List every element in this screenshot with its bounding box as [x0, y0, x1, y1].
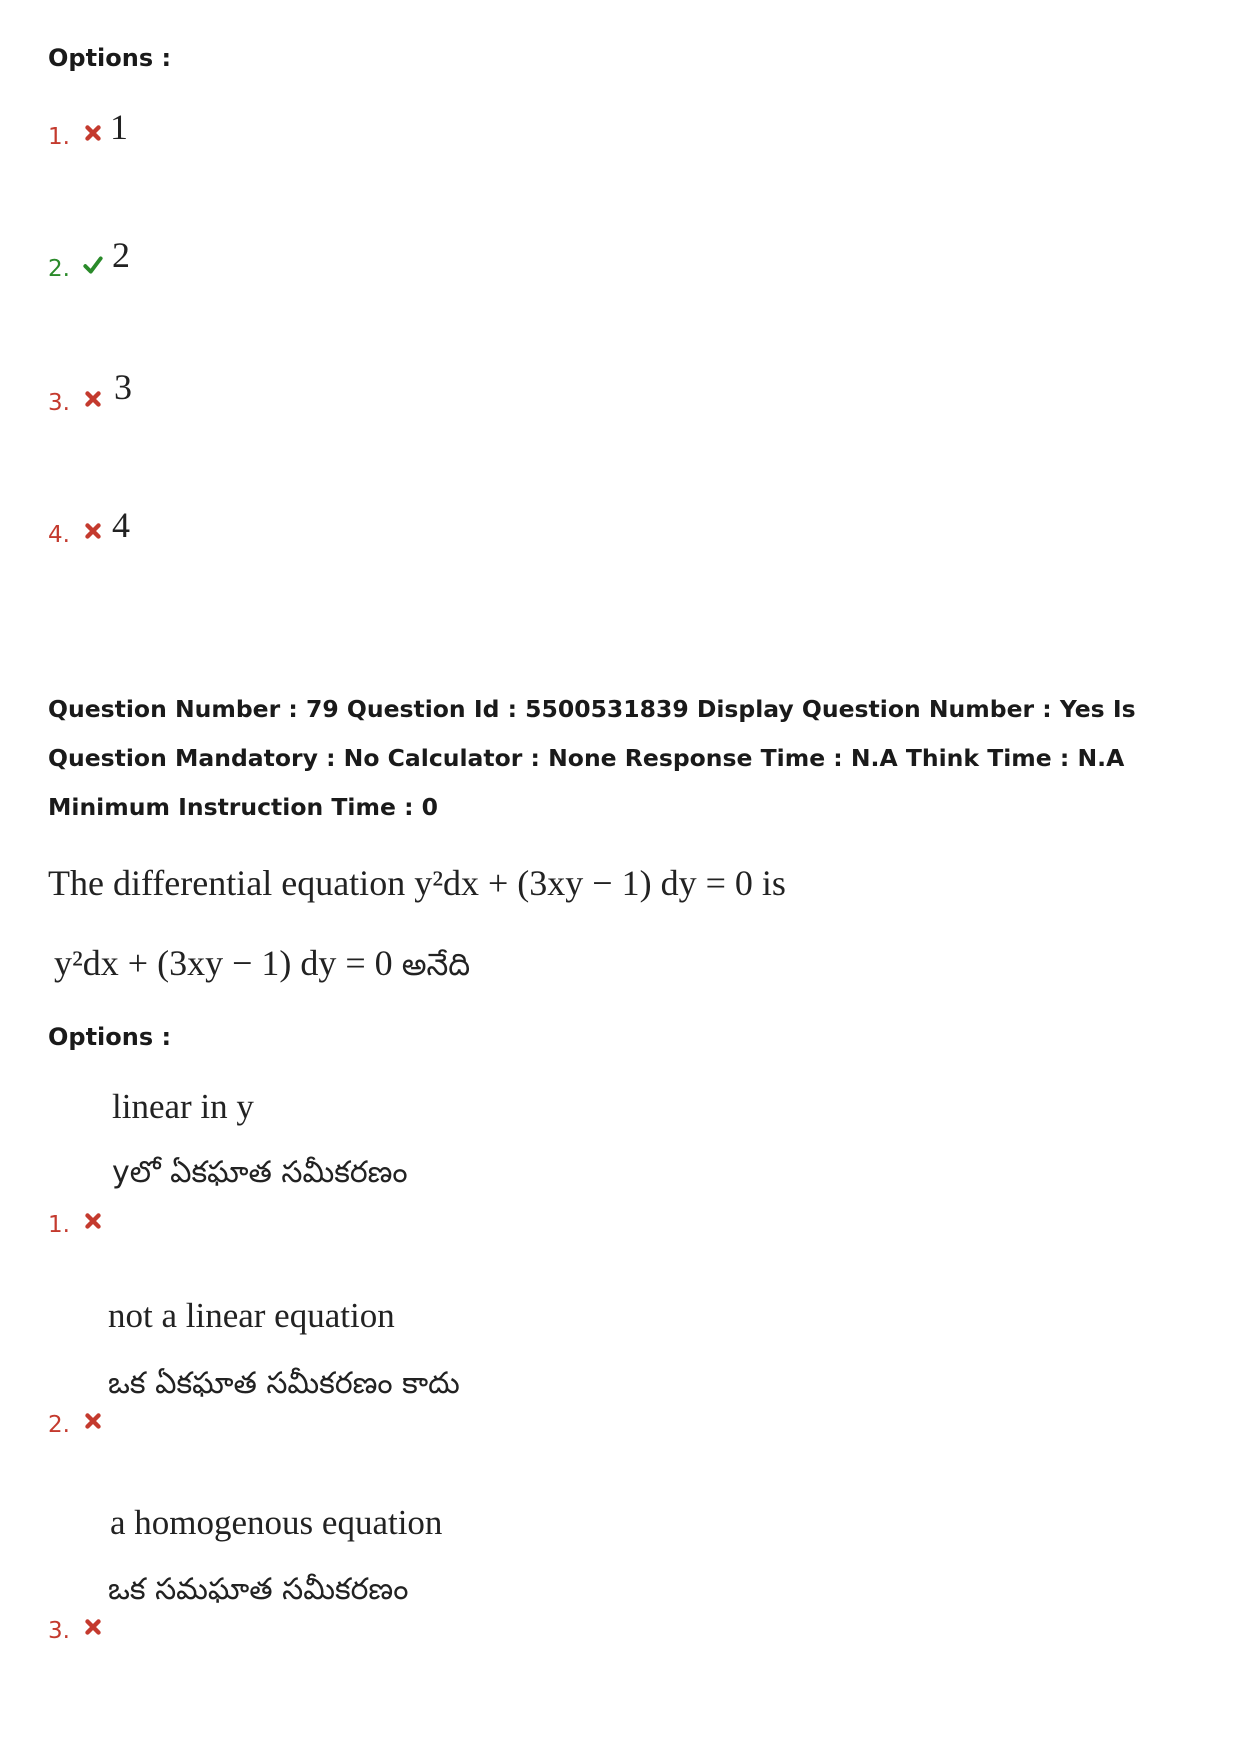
options-heading-prev: Options : — [48, 44, 172, 72]
cross-icon — [82, 520, 104, 542]
option-3-telugu: ఒక సమఘాత సమీకరణం — [108, 1572, 409, 1607]
cross-icon — [82, 1410, 104, 1432]
option-1-english: linear in y — [112, 1087, 254, 1126]
prev-option-4-value: 4 — [112, 505, 130, 545]
question-text-telugu — [54, 942, 470, 990]
cross-icon — [82, 1616, 104, 1638]
question-meta: Question Number : 79 Question Id : 5500531839 Display Question Number : Yes Is Question Mandatory : No Calculator : None Response Time : N.A Think Time : N.A Minimum Instruction Time : 0 — [48, 695, 1136, 821]
option-2-telugu: ఒక ఏకఘాత సమీకరణం కాదు — [108, 1366, 460, 1401]
question-telugu-suffix: అనేది — [401, 947, 471, 983]
option-2-english: not a linear equation — [108, 1296, 395, 1335]
option-number: 1. — [48, 124, 70, 150]
option-1-telugu: yలో ఏకఘాత సమీకరణం — [112, 1155, 408, 1190]
prev-option-1-value: 1 — [110, 107, 128, 147]
check-icon — [82, 254, 104, 276]
option-2[interactable] — [48, 1410, 104, 1438]
option-number: 1. — [48, 1212, 70, 1238]
question-equation: y²dx + (3xy − 1) dy = 0 — [54, 943, 393, 983]
option-number: 3. — [48, 390, 70, 416]
prev-option-3-value: 3 — [114, 367, 132, 407]
prev-option-2 — [48, 254, 104, 282]
option-3-english: a homogenous equation — [110, 1503, 443, 1542]
prev-option-3 — [48, 388, 104, 416]
cross-icon — [82, 388, 104, 410]
cross-icon — [82, 122, 104, 144]
options-heading: Options : — [48, 1023, 172, 1051]
prev-option-1 — [48, 122, 104, 150]
cross-icon — [82, 1210, 104, 1232]
option-number: 3. — [48, 1618, 70, 1644]
prev-option-4 — [48, 520, 104, 548]
option-number: 2. — [48, 256, 70, 282]
option-number: 2. — [48, 1412, 70, 1438]
option-number: 4. — [48, 522, 70, 548]
option-3[interactable] — [48, 1616, 104, 1644]
question-text-english: The differential equation y²dx + (3xy − 1) dy = 0 is — [48, 863, 786, 903]
prev-option-2-value: 2 — [112, 235, 130, 275]
option-1[interactable] — [48, 1210, 104, 1238]
